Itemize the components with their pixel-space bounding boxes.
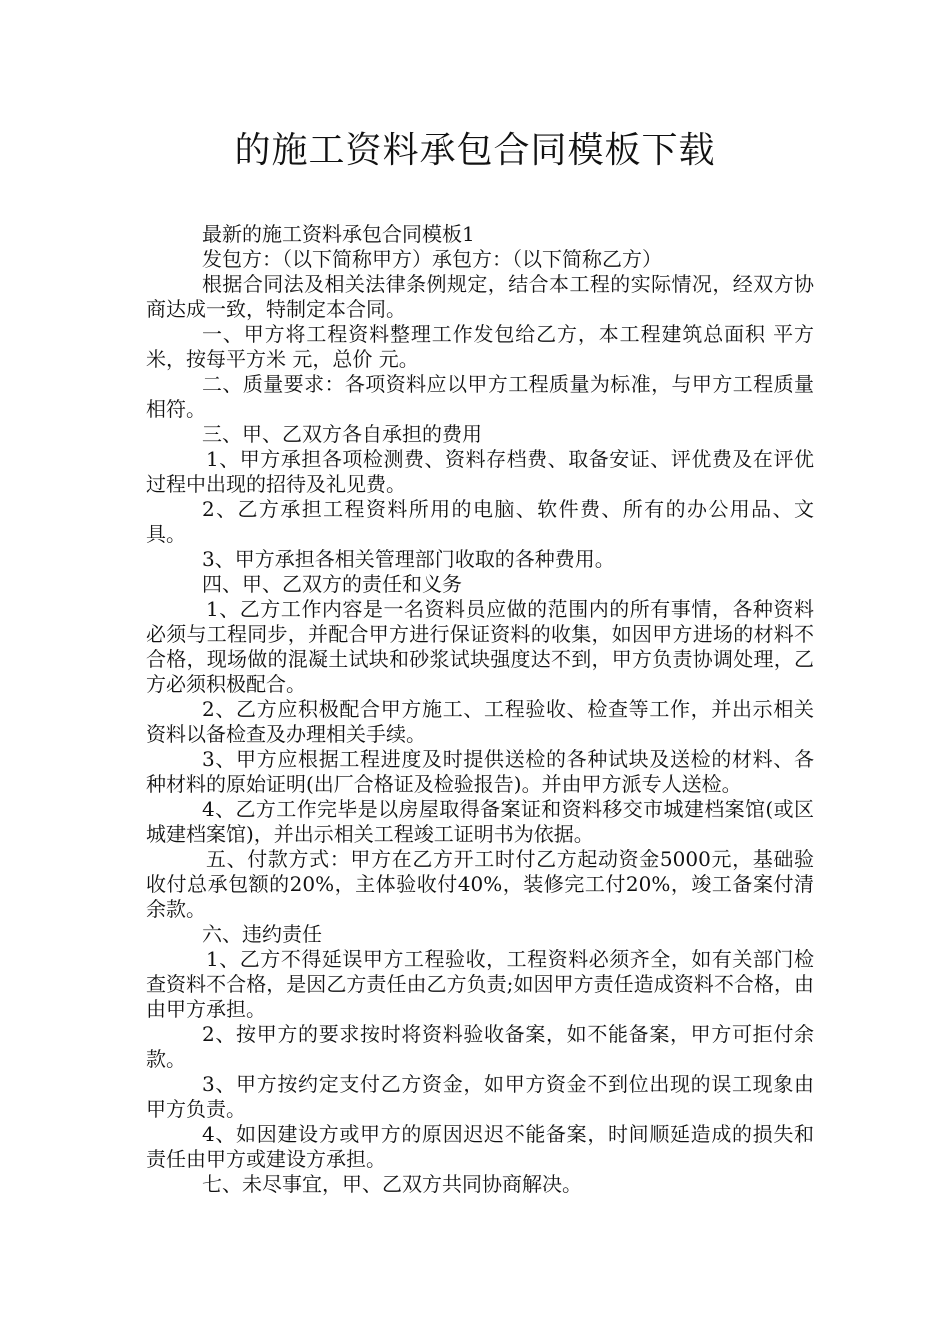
clause-6-heading: 六、违约责任 [202, 922, 322, 946]
document-title: 的施工资料承包合同模板下载 [234, 130, 716, 171]
clause-6-item-1: 1、乙方不得延误甲方工程验收，工程资料必须齐全，如有关部门检查资料不合格，是因乙方责任由乙方负责;如因甲方责任造成资料不合格，由由甲方承担。 [146, 947, 814, 1021]
clause-4-item-4: 4、乙方工作完毕是以房屋取得备案证和资料移交市城建档案馆(或区城建档案馆)，并出示相关工程竣工证明书为依据。 [146, 797, 814, 846]
document-body [146, 222, 814, 1197]
clause-3-item-1: 1、甲方承担各项检测费、资料存档费、取备安证、评优费及在评优过程中出现的招待及礼见费。 [146, 447, 814, 496]
subtitle-paragraph: 最新的施工资料承包合同模板1 [202, 222, 475, 246]
clause-3-item-2: 2、乙方承担工程资料所用的电脑、软件费、所有的办公用品、文具。 [146, 497, 814, 546]
clause-5-payment: 五、付款方式：甲方在乙方开工时付乙方起动资金5000元，基础验收付总承包额的20%，主体验收付40%，装修完工付20%，竣工备案付清余款。 [146, 847, 814, 921]
clause-4-item-3: 3、甲方应根据工程进度及时提供送检的各种试块及送检的材料、各种材料的原始证明(出厂合格证及检验报告)。并由甲方派专人送检。 [146, 747, 814, 796]
clause-4-heading: 四、甲、乙双方的责任和义务 [202, 572, 462, 596]
clause-4-item-1: 1、乙方工作内容是一名资料员应做的范围内的所有事情，各种资料必须与工程同步，并配合甲方进行保证资料的收集，如因甲方进场的材料不合格，现场做的混凝土试块和砂浆试块强度达不到，甲方负责协调处理，乙方必须积极配合。 [146, 597, 814, 696]
clause-2: 二、质量要求：各项资料应以甲方工程质量为标准，与甲方工程质量相符。 [146, 372, 814, 421]
clause-6-item-2: 2、按甲方的要求按时将资料验收备案，如不能备案，甲方可拒付余款。 [146, 1022, 814, 1071]
clause-1: 一、甲方将工程资料整理工作发包给乙方，本工程建筑总面积 平方米，按每平方米 元，总价 元。 [146, 322, 814, 371]
clause-6-item-3: 3、甲方按约定支付乙方资金，如甲方资金不到位出现的误工现象由甲方负责。 [146, 1072, 814, 1121]
clause-3-item-3: 3、甲方承担各相关管理部门收取的各种费用。 [202, 547, 615, 571]
clause-4-item-2: 2、乙方应积极配合甲方施工、工程验收、检查等工作，并出示相关资料以备检查及办理相关手续。 [146, 697, 814, 746]
preamble-paragraph: 根据合同法及相关法律条例规定，结合本工程的实际情况，经双方协商达成一致，特制定本合同。 [146, 272, 814, 321]
clause-7: 七、未尽事宜，甲、乙双方共同协商解决。 [202, 1172, 582, 1196]
parties-paragraph: 发包方：（以下简称甲方）承包方：（以下简称乙方） [202, 247, 662, 271]
clause-6-item-4: 4、如因建设方或甲方的原因迟迟不能备案，时间顺延造成的损失和责任由甲方或建设方承担。 [146, 1122, 814, 1171]
clause-3-heading: 三、甲、乙双方各自承担的费用 [202, 422, 482, 446]
